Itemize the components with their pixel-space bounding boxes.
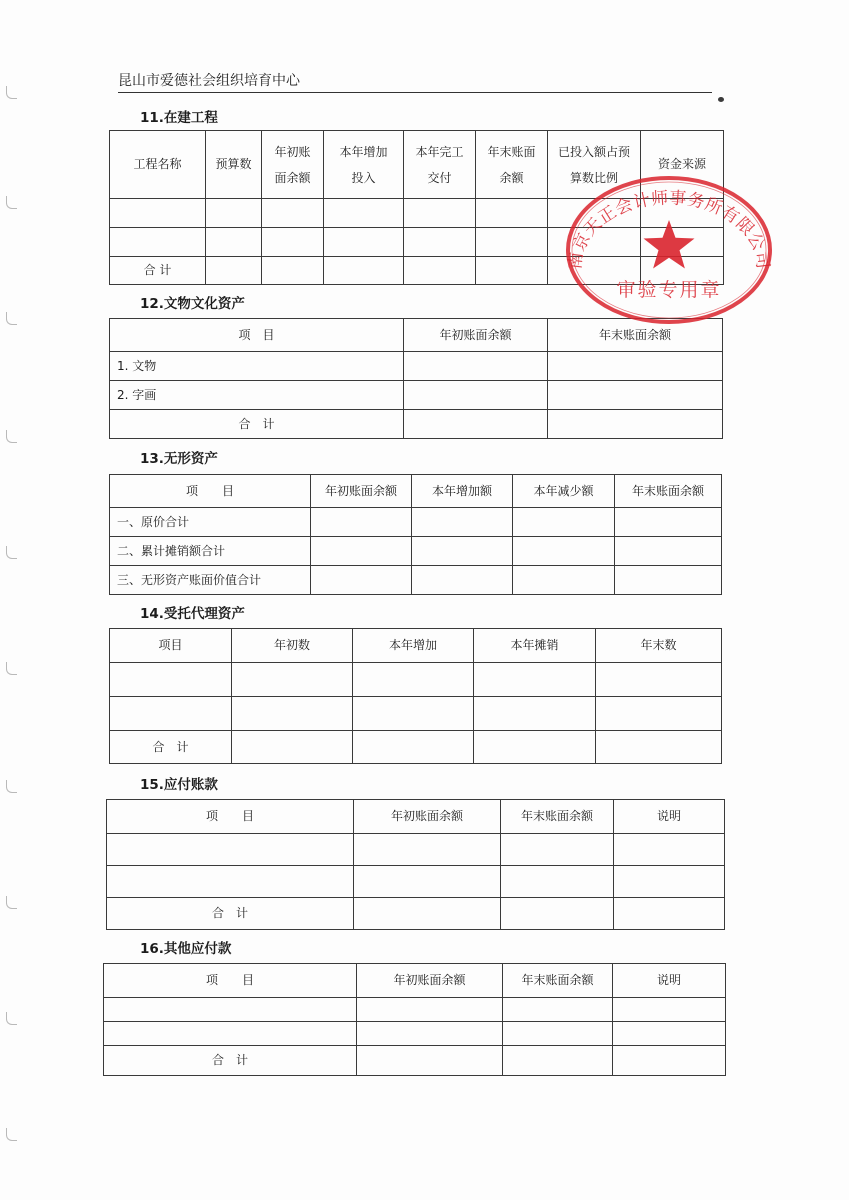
table-row bbox=[110, 537, 722, 566]
section-14-title: 14.受托代理资产 bbox=[140, 606, 245, 622]
header-cell: 年初账面余额 bbox=[354, 800, 501, 834]
header-cell: 说明 bbox=[613, 964, 726, 998]
header-cell: 本年摊销 bbox=[474, 629, 596, 663]
table-header-row bbox=[110, 475, 722, 508]
section-11-title: 11.在建工程 bbox=[140, 110, 218, 126]
binder-hole bbox=[6, 1128, 17, 1141]
header-cell: 资金来源 bbox=[641, 131, 724, 199]
header-cell: 年初账面余额 bbox=[357, 964, 503, 998]
section-12-title: 12.文物文化资产 bbox=[140, 296, 245, 312]
total-row bbox=[107, 898, 725, 930]
row-label: 三、无形资产账面价值合计 bbox=[110, 566, 311, 595]
binder-hole bbox=[6, 312, 17, 325]
binder-hole bbox=[6, 1012, 17, 1025]
header-cell: 年初账面余额 bbox=[311, 475, 412, 508]
section-15-title: 15.应付账款 bbox=[140, 777, 218, 793]
table-row bbox=[107, 834, 725, 866]
table-intangible-assets bbox=[109, 474, 722, 595]
ink-spot bbox=[718, 97, 724, 102]
table-row bbox=[107, 866, 725, 898]
section-16-title: 16.其他应付款 bbox=[140, 941, 232, 957]
table-row bbox=[104, 998, 726, 1022]
table-entrusted-assets bbox=[109, 628, 722, 764]
table-accounts-payable bbox=[106, 799, 725, 930]
page-header: 昆山市爱德社会组织培育中心 bbox=[118, 73, 300, 89]
table-row bbox=[110, 697, 722, 731]
total-row bbox=[110, 731, 722, 764]
table-row bbox=[110, 508, 722, 537]
header-rule bbox=[118, 92, 712, 93]
header-cell: 本年减少额 bbox=[513, 475, 615, 508]
header-cell: 工程名称 bbox=[110, 131, 206, 199]
table-row bbox=[110, 566, 722, 595]
audit-seal bbox=[564, 174, 774, 326]
total-label: 合 计 bbox=[104, 1046, 357, 1076]
table-row bbox=[110, 663, 722, 697]
header-cell: 年初账面余额 bbox=[404, 319, 548, 352]
header-cell: 已投入额占预 算数比例 bbox=[548, 131, 641, 199]
header-cell: 年末账面余额 bbox=[548, 319, 723, 352]
binder-hole bbox=[6, 546, 17, 559]
seal-company-text: 南京天正会计师事务所有限公司 bbox=[565, 188, 773, 271]
header-cell: 项 目 bbox=[107, 800, 354, 834]
header-cell: 本年增加额 bbox=[412, 475, 513, 508]
table-cultural-assets bbox=[109, 318, 723, 439]
binder-hole bbox=[6, 662, 17, 675]
header-cell: 年末账面余额 bbox=[615, 475, 722, 508]
total-label: 合 计 bbox=[107, 898, 354, 930]
header-cell: 预算数 bbox=[206, 131, 262, 199]
header-cell: 本年增加 bbox=[353, 629, 474, 663]
binder-hole bbox=[6, 896, 17, 909]
header-cell: 项 目 bbox=[110, 319, 404, 352]
total-label: 合 计 bbox=[110, 257, 206, 285]
header-cell: 年末账面 余额 bbox=[476, 131, 548, 199]
table-row bbox=[110, 352, 723, 381]
header-cell: 年初数 bbox=[232, 629, 353, 663]
table-header-row bbox=[104, 964, 726, 998]
total-row bbox=[104, 1046, 726, 1076]
table-row bbox=[110, 381, 723, 410]
header-cell: 年末账面余额 bbox=[501, 800, 614, 834]
total-label: 合 计 bbox=[110, 731, 232, 764]
header-cell: 项 目 bbox=[110, 475, 311, 508]
row-label: 二、累计摊销额合计 bbox=[110, 537, 311, 566]
header-cell: 本年完工 交付 bbox=[404, 131, 476, 199]
binder-hole bbox=[6, 86, 17, 99]
header-cell: 项 目 bbox=[104, 964, 357, 998]
header-cell: 说明 bbox=[614, 800, 725, 834]
header-cell: 本年增加 投入 bbox=[324, 131, 404, 199]
binder-hole bbox=[6, 430, 17, 443]
header-cell: 年初账 面余额 bbox=[262, 131, 324, 199]
row-label: 1. 文物 bbox=[110, 352, 404, 381]
section-13-title: 13.无形资产 bbox=[140, 451, 218, 467]
table-other-payables bbox=[103, 963, 726, 1076]
header-cell: 项目 bbox=[110, 629, 232, 663]
binder-hole bbox=[6, 780, 17, 793]
row-label: 一、原价合计 bbox=[110, 508, 311, 537]
header-cell: 年末数 bbox=[596, 629, 722, 663]
table-header-row bbox=[107, 800, 725, 834]
seal-purpose-text: 审验专用章 bbox=[616, 280, 722, 301]
table-row bbox=[104, 1022, 726, 1046]
binder-hole bbox=[6, 196, 17, 209]
table-header-row bbox=[110, 629, 722, 663]
row-label: 2. 字画 bbox=[110, 381, 404, 410]
total-row bbox=[110, 410, 723, 439]
total-label: 合 计 bbox=[110, 410, 404, 439]
header-cell: 年末账面余额 bbox=[503, 964, 613, 998]
